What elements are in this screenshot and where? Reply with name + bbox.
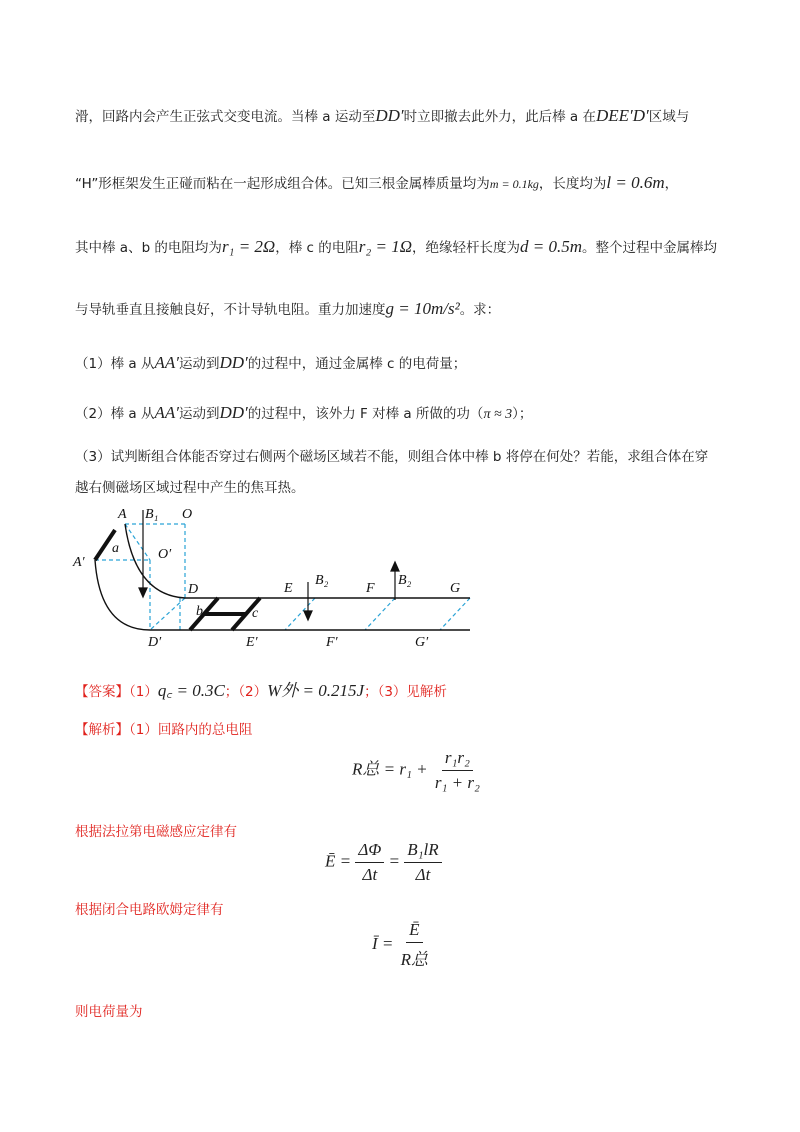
faraday-law-text <box>75 820 740 840</box>
label-A-prime: A′ <box>73 555 85 570</box>
answer-label: 【答案】 <box>75 684 129 700</box>
text: 其中棒 a、b 的电阻均为 <box>75 240 222 256</box>
text: ；（2） <box>224 684 268 700</box>
denominator: R总 <box>400 950 429 969</box>
text: 运动到 <box>178 356 220 372</box>
text: 区域与 <box>648 109 690 125</box>
eq-left: Ē = <box>325 851 352 871</box>
para-line-4 <box>75 298 740 319</box>
label-a: a <box>112 541 119 556</box>
label-A: A <box>118 507 127 522</box>
text: （1）回路内的总电阻 <box>129 722 253 738</box>
physics-diagram <box>70 500 480 650</box>
label-F: F <box>366 581 375 596</box>
equals: = <box>388 851 401 871</box>
text: 与导轨垂直且接触良好，不计导轨电阻。重力加速度 <box>75 302 386 318</box>
ohm-law-text <box>75 898 740 918</box>
text: ；（3）见解析 <box>364 684 447 700</box>
math-w: W外 = 0.215J <box>267 681 365 700</box>
text: 的过程中，该外力 F 对棒 a 所做的功（ <box>247 406 484 422</box>
analysis-label: 【解析】 <box>75 722 129 738</box>
fraction <box>355 840 384 885</box>
label-B1: B₁ <box>145 507 159 522</box>
label-b: b <box>196 604 203 619</box>
numerator: ΔΦ <box>355 840 384 863</box>
dashed-region <box>95 524 470 630</box>
text: 运动到 <box>178 406 220 422</box>
rails <box>95 524 470 630</box>
numerator: r₁r₂ <box>442 748 473 771</box>
math-dd: DD′ <box>375 106 404 125</box>
text: 时立即撤去此外力，此后棒 a 在 <box>403 109 596 125</box>
label-E: E <box>284 581 293 596</box>
label-B2-first: B₂ <box>315 573 329 588</box>
math-r2: r₂ = 1Ω <box>358 237 413 256</box>
analysis-intro <box>75 718 740 738</box>
text: ， <box>664 176 679 192</box>
text: ，长度均为 <box>538 176 607 192</box>
math-dd: DD′ <box>219 353 248 372</box>
question-3-line-1 <box>75 445 740 465</box>
math-pi: π ≈ 3 <box>483 407 513 422</box>
para-line-2 <box>75 172 740 193</box>
math-m: m = 0.1kg <box>489 177 539 191</box>
numerator: B₁lR <box>404 840 441 863</box>
math-r1: r₁ = 2Ω <box>221 237 276 256</box>
field-arrows <box>139 510 399 620</box>
text: 。求： <box>459 302 501 318</box>
text: （1）棒 a 从 <box>75 356 155 372</box>
denominator: Δt <box>362 865 378 884</box>
text: ，棒 c 的电阻 <box>275 240 359 256</box>
math-aa: AA′ <box>154 403 179 422</box>
label-B2-second: B₂ <box>398 573 412 588</box>
denominator: r₁ + r₂ <box>434 773 480 792</box>
text: 的过程中，通过金属棒 c 的电荷量； <box>247 356 467 372</box>
label-D-prime: D′ <box>148 635 162 650</box>
label-D: D <box>188 582 199 597</box>
text: （1） <box>129 684 158 700</box>
math-d: d = 0.5m <box>520 237 583 256</box>
question-3-line-2 <box>75 476 740 496</box>
text: ，绝缘轻杆长度为 <box>412 240 521 256</box>
denominator: Δt <box>415 865 431 884</box>
math-aa: AA′ <box>154 353 179 372</box>
text: 越右侧磁场区域过程中产生的焦耳热。 <box>75 480 305 496</box>
label-O: O <box>182 507 193 522</box>
numerator: Ē <box>406 920 422 943</box>
fraction <box>432 748 483 793</box>
math-dd: DD′ <box>219 403 248 422</box>
question-1 <box>75 352 740 373</box>
label-F-prime: F′ <box>326 635 338 650</box>
text: 。整个过程中金属棒均 <box>582 240 718 256</box>
label-c: c <box>252 606 259 621</box>
text: “H”形框架发生正碰而粘在一起形成组合体。已知三根金属棒质量均为 <box>75 176 490 192</box>
label-E-prime: E′ <box>246 635 258 650</box>
equation-emf <box>325 840 442 885</box>
para-line-3 <box>75 236 740 257</box>
text: （2）棒 a 从 <box>75 406 155 422</box>
text: 滑，回路内会产生正弦式交变电流。当棒 a 运动至 <box>75 109 376 125</box>
label-O-prime: O′ <box>158 547 172 562</box>
math-qc: q꜀ = 0.3C <box>157 681 225 700</box>
label-G: G <box>450 581 461 596</box>
fraction <box>404 840 441 885</box>
math-deed: DEE′D′ <box>596 106 649 125</box>
fraction <box>398 920 431 970</box>
math-g: g = 10m/s² <box>385 299 460 318</box>
charge-text <box>75 1000 740 1020</box>
para-line-1 <box>75 105 740 126</box>
text: ）； <box>512 406 533 422</box>
equation-current <box>372 920 431 970</box>
question-2 <box>75 402 740 423</box>
answer-line <box>75 676 740 701</box>
text: 则电荷量为 <box>75 1004 143 1020</box>
equation-total-resistance <box>352 748 483 793</box>
math-l: l = 0.6m <box>606 173 665 192</box>
text: 根据法拉第电磁感应定律有 <box>75 824 237 840</box>
text: （3）试判断组合体能否穿过右侧两个磁场区域若不能，则组合体中棒 b 将停在何处？若能，求组合体在穿 <box>75 449 709 465</box>
text: 根据闭合电路欧姆定律有 <box>75 902 224 918</box>
eq-left: Ī = <box>372 933 394 953</box>
label-G-prime: G′ <box>415 635 429 650</box>
eq-left: R总 = r₁ + <box>352 759 428 779</box>
